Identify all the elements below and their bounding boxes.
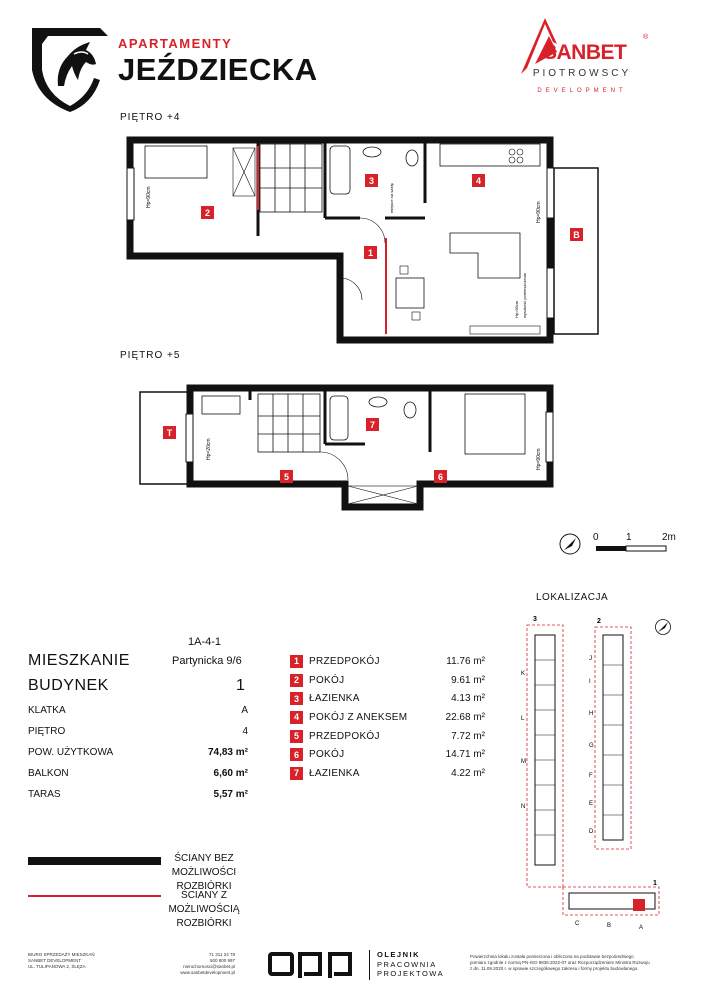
plan-balcony: B [573, 230, 580, 240]
office-line: UL. TULIPANOWA 2, ŚLĘZA [28, 964, 86, 969]
detail-row [28, 768, 248, 789]
room-row [290, 652, 485, 671]
architect-line: PRACOWNIA [377, 959, 437, 969]
detail-value: 6,60 m² [213, 768, 248, 779]
window-note: Hp=90cm [536, 448, 542, 470]
floor-plan-upper [110, 128, 610, 348]
legend-solid-line [28, 857, 161, 865]
project-logo [28, 24, 113, 112]
room-row [290, 745, 485, 764]
plan-room-1: 1 [367, 248, 374, 258]
scale-bar [594, 544, 684, 554]
building-label: 3 [533, 616, 537, 623]
plan-room-4: 4 [475, 176, 482, 186]
apartment-code: 1A-4-1 [188, 636, 222, 648]
compass-icon [558, 532, 582, 556]
room-name: PRZEDPOKÓJ [309, 655, 380, 667]
location-title: LOKALIZACJA [536, 592, 609, 603]
plan-walls-lower [190, 388, 550, 507]
entrance-label: B [607, 923, 612, 929]
room-area: 22.68 m² [445, 711, 485, 723]
detail-row [28, 726, 248, 747]
detail-value: A [241, 705, 248, 716]
scale-one: 1 [626, 532, 632, 543]
room-name: POKÓJ [309, 749, 345, 761]
entrance-label: J [589, 656, 592, 662]
legend-red-line [28, 895, 161, 897]
email-link[interactable]: nieruchomosci@sanbet.pl [183, 964, 235, 969]
plan-note: miejsce na szafę [389, 183, 394, 213]
office-line: BIURO SPRZEDAŻY MIESZKAŃ [28, 952, 95, 957]
architect-line: OLEJNIK [377, 950, 421, 959]
website-link[interactable]: www.sanbetdevelopment.pl [180, 970, 235, 975]
plan-room-6: 6 [437, 472, 444, 482]
floor-label-lower: PIĘTRO +5 [120, 350, 181, 361]
room-area: 9.61 m² [451, 674, 485, 686]
entrance-label: H [589, 711, 594, 717]
detail-row [28, 789, 248, 810]
entrance-label: I [589, 679, 591, 685]
room-number: 7 [290, 767, 303, 780]
contact-info [140, 952, 235, 976]
detail-label: KLATKA [28, 705, 66, 716]
plan-room-7: 7 [369, 420, 376, 430]
stairs-upper [260, 144, 322, 212]
window-note: Hp=20cm [206, 438, 212, 460]
room-number: 2 [290, 674, 303, 687]
room-number: 6 [290, 748, 303, 761]
room-row [290, 708, 485, 727]
detail-label: POW. UŻYTKOWA [28, 747, 114, 758]
legend-solid-text [152, 852, 256, 894]
floor-plan-lower [130, 382, 560, 517]
plan-note: wysokość pomieszczenia [522, 273, 527, 318]
entrance-label: L [521, 716, 525, 722]
project-name-top: APARTAMENTY [118, 36, 233, 51]
architect-name [377, 950, 444, 979]
legend-red-line2: MOŻLIWOŚCIĄ ROZBIÓRKI [168, 904, 240, 929]
entrance-label: G [589, 743, 594, 749]
room-area: 4.22 m² [451, 767, 485, 779]
room-number: 1 [290, 655, 303, 668]
room-number: 3 [290, 692, 303, 705]
architect-line: PROJEKTOWA [377, 969, 445, 978]
legend-red-text [152, 889, 256, 931]
developer-logo [513, 18, 653, 103]
budynek-value: 1 [236, 677, 246, 694]
disclaimer-line: Powierzchnia lokalu została pomierzona i obliczona na podstawie bezpośredniego [470, 954, 634, 959]
entrance-label: M [521, 759, 526, 765]
detail-value: 74,83 m² [207, 747, 248, 758]
divider [369, 950, 370, 980]
disclaimer-line: z dn. 11.09.2020 r. w sprawie szczegółowego zakresu i formy projektu budowlanego. [470, 966, 639, 971]
room-row [290, 689, 485, 708]
entrance-label: F [589, 773, 593, 779]
room-number: 5 [290, 730, 303, 743]
room-name: POKÓJ [309, 674, 345, 686]
building-label: 2 [597, 618, 601, 625]
entrance-label: N [521, 804, 526, 810]
entrance-label: K [521, 671, 526, 677]
room-name: PRZEDPOKÓJ [309, 730, 380, 742]
building-label: 1 [653, 880, 657, 887]
room-area: 14.71 m² [445, 749, 485, 761]
scale-zero: 0 [593, 532, 599, 543]
room-name: ŁAZIENKA [309, 767, 360, 779]
phone[interactable]: 500 800 997 [209, 958, 235, 963]
legend-solid-line2: MOŻLIWOŚCI ROZBIÓRKI [171, 867, 237, 892]
legend-solid-line1: ŚCIANY BEZ [174, 853, 234, 864]
developer-sub: PIOTROWSCY [532, 68, 632, 79]
phone[interactable]: 71 311 24 78 [209, 952, 235, 957]
window-note: Hp=90cm [536, 201, 542, 223]
scale-two: 2m [662, 532, 676, 543]
plan-room-5: 5 [283, 472, 290, 482]
registered-mark: ® [643, 34, 649, 41]
budynek-label: BUDYNEK [28, 677, 109, 694]
room-area: 11.76 m² [446, 655, 485, 667]
entrance-label: E [589, 801, 594, 807]
room-area: 7.72 m² [451, 730, 485, 742]
room-number: 4 [290, 711, 303, 724]
detail-value: 5,57 m² [213, 789, 248, 800]
plan-room-3: 3 [368, 176, 375, 186]
location-map [505, 605, 665, 940]
opp-logo [268, 950, 358, 978]
room-row [290, 727, 485, 746]
plan-walls-upper [130, 140, 550, 340]
entrance-label: A [639, 925, 644, 931]
opp-logo-icon [268, 950, 358, 978]
plan-note: Hp=90cm [514, 300, 519, 318]
detail-row [28, 705, 248, 726]
apartment-address: Partynicka 9/6 [172, 655, 242, 667]
detail-row [28, 747, 248, 768]
room-list [290, 652, 485, 783]
office-line: SANBET DEVELOPMENT [28, 958, 82, 963]
room-name: POKÓJ Z ANEKSEM [309, 711, 408, 723]
disclaimer-line: pomiaru zgodnie z normą PN-ISO 9836:2022-07 oraz Rozporządzeniem Ministra Rozwoju [470, 960, 650, 965]
detail-label: PIĘTRO [28, 726, 66, 737]
plan-terrace: T [166, 428, 173, 438]
window-note: Hp=90cm [146, 186, 152, 208]
floor-label-upper: PIĘTRO +4 [120, 112, 181, 123]
room-area: 4.13 m² [451, 693, 485, 705]
horse-shield-icon [28, 24, 113, 112]
stairs-lower [258, 394, 320, 452]
detail-label: TARAS [28, 789, 61, 800]
detail-label: BALKON [28, 768, 69, 779]
entrance-label: D [589, 829, 594, 835]
apartment-details [28, 705, 248, 810]
legend-red-line1: ŚCIANY Z [181, 890, 227, 901]
entrance-label: C [575, 921, 580, 927]
developer-tag: DEVELOPMENT [537, 88, 627, 94]
disclaimer [470, 954, 695, 972]
room-row [290, 764, 485, 783]
detail-value: 4 [242, 726, 248, 737]
mieszkanie-label: MIESZKANIE [28, 652, 130, 669]
project-name-main: JEŹDZIECKA [118, 52, 318, 87]
room-name: ŁAZIENKA [309, 693, 360, 705]
developer-name: SANBET [543, 41, 627, 64]
room-row [290, 671, 485, 690]
plan-room-2: 2 [204, 208, 211, 218]
